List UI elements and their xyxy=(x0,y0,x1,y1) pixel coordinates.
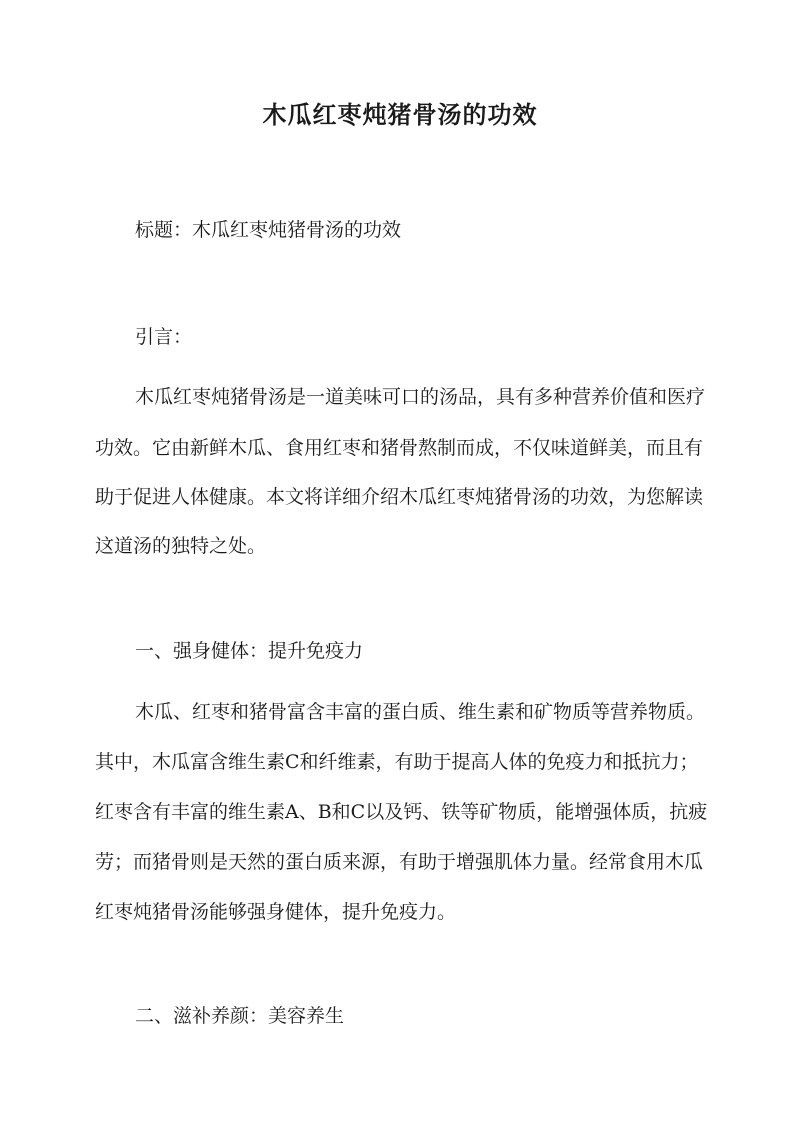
section1-line: 红枣炖猪骨汤能够强身健体，提升免疫力。 xyxy=(95,901,457,923)
section1-line: 红枣含有丰富的维生素A、B和C以及钙、铁等矿物质，能增强体质，抗疲 xyxy=(95,801,708,823)
document-title: 木瓜红枣炖猪骨汤的功效 xyxy=(262,100,538,129)
intro-line: 助于促进人体健康。本文将详细介绍木瓜红枣炖猪骨汤的功效，为您解读 xyxy=(95,486,704,508)
intro-heading: 引言： xyxy=(135,326,193,348)
intro-line: 木瓜红枣炖猪骨汤是一道美味可口的汤品，具有多种营养价值和医疗 xyxy=(135,386,706,408)
section-heading-2: 二、滋补养颜：美容养生 xyxy=(135,1005,345,1027)
section1-line: 木瓜、红枣和猪骨富含丰富的蛋白质、维生素和矿物质等营养物质。 xyxy=(135,701,706,723)
intro-line: 这道汤的独特之处。 xyxy=(95,535,267,557)
section-heading-1: 一、强身健体：提升免疫力 xyxy=(135,640,364,662)
intro-line: 功效。它由新鲜木瓜、食用红枣和猪骨熬制而成，不仅味道鲜美，而且有 xyxy=(95,437,704,459)
section1-line: 其中，木瓜富含维生素C和纤维素，有助于提高人体的免疫力和抵抗力； xyxy=(95,751,699,773)
subtitle-label: 标题：木瓜红枣炖猪骨汤的功效 xyxy=(135,219,402,241)
section1-line: 劳；而猪骨则是天然的蛋白质来源，有助于增强肌体力量。经常食用木瓜 xyxy=(95,851,704,873)
